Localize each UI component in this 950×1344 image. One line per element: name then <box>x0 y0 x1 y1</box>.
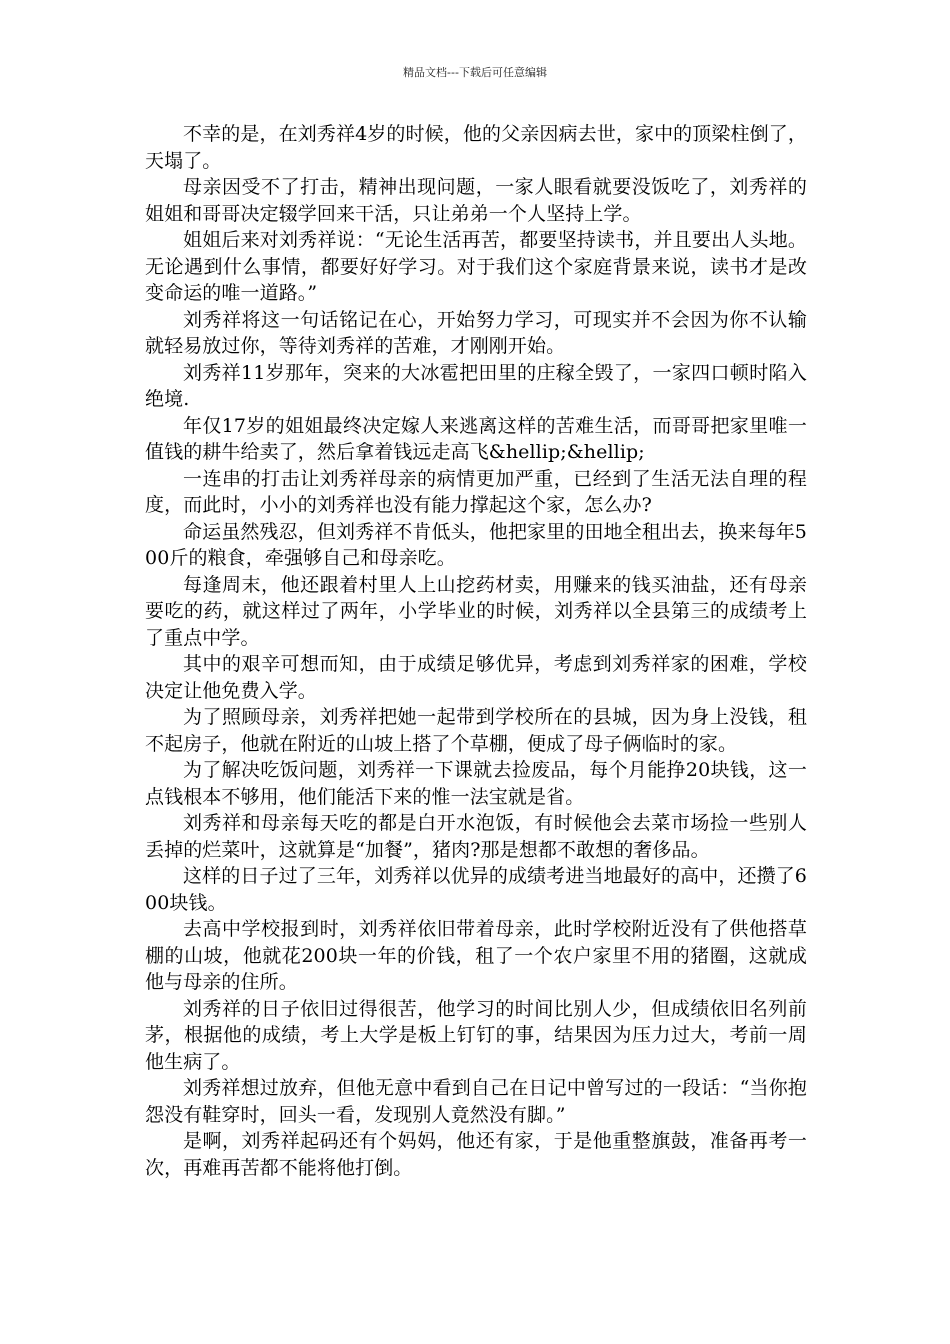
paragraph: 刘秀祥将这一句话铭记在心，开始努力学习，可现实并不会因为你不认输就轻易放过你，等待刘秀祥的苦难，才刚刚开始。 <box>145 308 807 357</box>
paragraph: 为了解决吃饭问题，刘秀祥一下课就去捡废品，每个月能挣20块钱，这一点钱根本不够用，他们能活下来的惟一法宝就是省。 <box>145 759 807 808</box>
paragraph: 刘秀祥的日子依旧过得很苦，他学习的时间比别人少，但成绩依旧名列前茅，根据他的成绩，考上大学是板上钉钉的事，结果因为压力过大，考前一周他生病了。 <box>145 997 807 1073</box>
document-body <box>145 121 807 1181</box>
paragraph: 每逢周末，他还跟着村里人上山挖药材卖，用赚来的钱买油盐，还有母亲要吃的药，就这样过了两年，小学毕业的时候，刘秀祥以全县第三的成绩考上了重点中学。 <box>145 573 807 649</box>
paragraph: 刘秀祥11岁那年，突来的大冰雹把田里的庄稼全毁了，一家四口顿时陷入绝境. <box>145 361 807 410</box>
page-header: 精品文档---下载后可任意编辑 <box>403 66 547 79</box>
paragraph: 不幸的是，在刘秀祥4岁的时候，他的父亲因病去世，家中的顶梁柱倒了，天塌了。 <box>145 123 807 172</box>
paragraph: 去高中学校报到时，刘秀祥依旧带着母亲，此时学校附近没有了供他搭草棚的山坡，他就花200块一年的价钱，租了一个农户家里不用的猪圈，这就成他与母亲的住所。 <box>145 918 807 993</box>
paragraph: 为了照顾母亲，刘秀祥把她一起带到学校所在的县城，因为身上没钱，租不起房子，他就在附近的山坡上搭了个草棚，便成了母子俩临时的家。 <box>145 706 807 755</box>
paragraph: 母亲因受不了打击，精神出现问题，一家人眼看就要没饭吃了，刘秀祥的姐姐和哥哥决定辍学回来干活，只让弟弟一个人坚持上学。 <box>145 176 807 225</box>
paragraph: 刘秀祥和母亲每天吃的都是白开水泡饭，有时候他会去菜市场捡一些别人丢掉的烂菜叶，这就算是“加餐”，猪肉?那是想都不敢想的奢侈品。 <box>145 812 807 861</box>
paragraph: 一连串的打击让刘秀祥母亲的病情更加严重，已经到了生活无法自理的程度，而此时，小小的刘秀祥也没有能力撑起这个家，怎么办? <box>145 467 807 516</box>
paragraph: 刘秀祥想过放弃，但他无意中看到自己在日记中曾写过的一段话：“当你抱怨没有鞋穿时，回头一看，发现别人竟然没有脚。” <box>145 1077 807 1126</box>
paragraph: 姐姐后来对刘秀祥说：“无论生活再苦，都要坚持读书，并且要出人头地。无论遇到什么事情，都要好好学习。对于我们这个家庭背景来说，读书才是改变命运的唯一道路。” <box>145 229 807 304</box>
paragraph: 这样的日子过了三年，刘秀祥以优异的成绩考进当地最好的高中，还攒了600块钱。 <box>145 865 807 914</box>
paragraph: 年仅17岁的姐姐最终决定嫁人来逃离这样的苦难生活，而哥哥把家里唯一值钱的耕牛给卖了，然后拿着钱远走高飞&hellip;&hellip; <box>145 414 807 463</box>
paragraph: 其中的艰辛可想而知，由于成绩足够优异，考虑到刘秀祥家的困难，学校决定让他免费入学。 <box>145 653 807 702</box>
paragraph: 命运虽然残忍，但刘秀祥不肯低头，他把家里的田地全租出去，换来每年500斤的粮食，牵强够自己和母亲吃。 <box>145 520 807 569</box>
paragraph: 是啊，刘秀祥起码还有个妈妈，他还有家，于是他重整旗鼓，准备再考一次，再难再苦都不能将他打倒。 <box>145 1130 807 1179</box>
